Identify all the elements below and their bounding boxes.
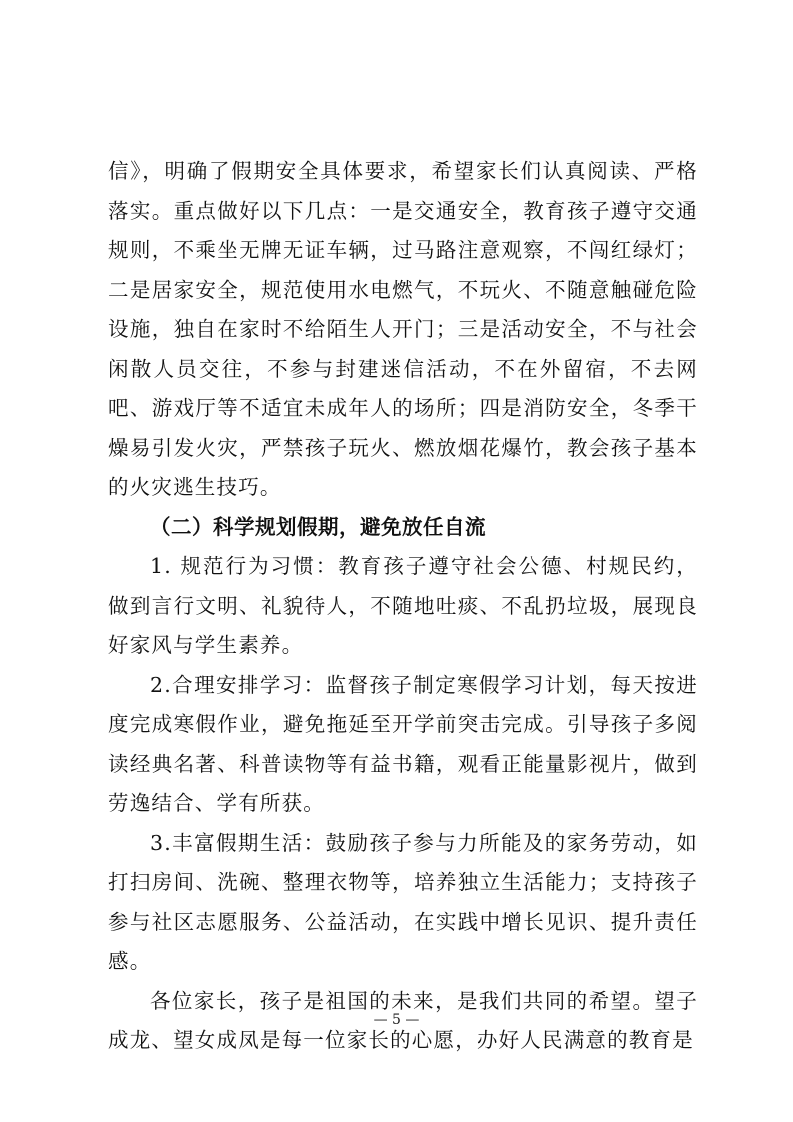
paragraph-behavior-habits: 1. 规范行为习惯：教育孩子遵守社会公德、村规民约，做到言行文明、礼貌待人，不随地吐痰、不乱扔垃圾，展现良好家风与学生素养。 — [108, 554, 698, 657]
paragraph-study-arrangement: 2.合理安排学习：监督孩子制定寒假学习计划，每天按进度完成寒假作业，避免拖延至开学前突击完成。引导孩子多阅读经典名著、科普读物等有益书籍，观看正能量影视片，做到劳逸结合、学有所获。 — [108, 672, 698, 815]
section-heading-holiday-planning: （二）科学规划假期，避免放任自流 — [150, 514, 486, 539]
paragraph-holiday-life: 3.丰富假期生活：鼓励孩子参与力所能及的家务劳动，如打扫房间、洗碗、整理衣物等，培养独立生活能力；支持孩子参与社区志愿服务、公益活动，在实践中增长见识、提升责任感。 — [108, 830, 698, 973]
paragraph-closing: 各位家长，孩子是祖国的未来，是我们共同的希望。望子成龙、望女成凤是每一位家长的心愿，办好人民满意的教育是 — [108, 988, 698, 1052]
page-number: — 5 — — [373, 1012, 420, 1028]
paragraph-safety-requirements: 信》，明确了假期安全具体要求，希望家长们认真阅读、严格落实。重点做好以下几点：一是交通安全，教育孩子遵守交通规则，不乘坐无牌无证车辆，过马路注意观察，不闯红绿灯；二是居家安全，规范使用水电燃气，不玩火、不随意触碰危险设施，独自在家时不给陌生人开门；三是活动安全，不与社会闲散人员交往，不参与封建迷信活动，不在外留宿，不去网吧、游戏厅等不适宜未成年人的场所；四是消防安全，冬季干燥易引发火灾，严禁孩子玩火、燃放烟花爆竹，教会孩子基本的火灾逃生技巧。 — [108, 159, 698, 499]
document-body — [108, 152, 698, 1061]
